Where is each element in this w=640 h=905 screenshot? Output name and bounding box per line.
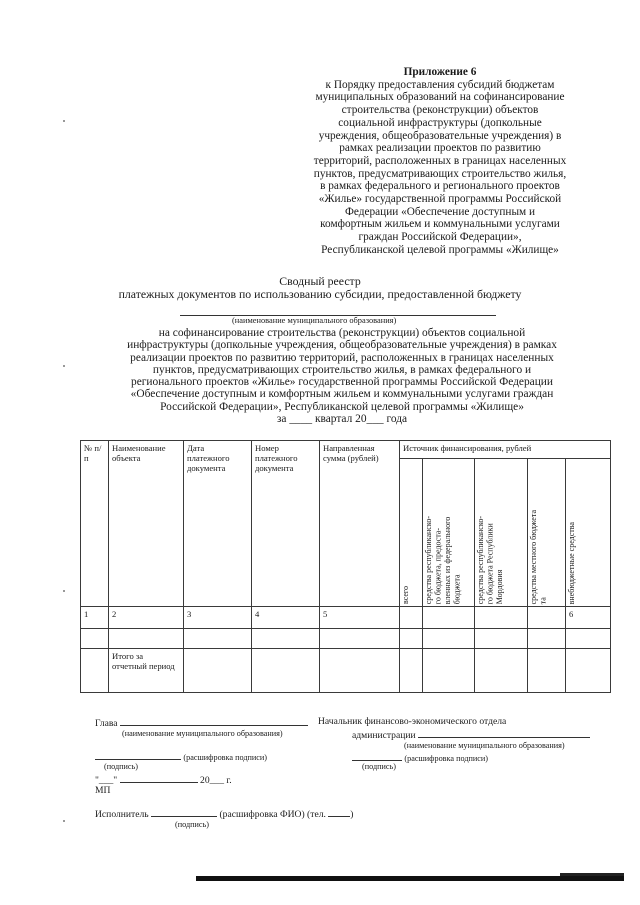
administration-signature (352, 728, 590, 741)
right-signature-hint: (подпись) (362, 762, 396, 771)
scan-speck (63, 120, 65, 122)
appendix-line: учреждения, общеобразовательные учреждения) в (318, 129, 562, 142)
number-cell (528, 607, 566, 629)
total-label: Итого за отчетный период (109, 649, 184, 693)
number-cell (400, 607, 423, 629)
head-signature (95, 716, 308, 729)
executor-fio: (расшифровка ФИО) (тел. (219, 809, 326, 820)
number-cell: 1 (81, 607, 109, 629)
header-num: № п/п (81, 441, 109, 607)
appendix-line: «Жилье» государственной программы Российской (318, 193, 562, 206)
subheader-total: всего (400, 459, 423, 607)
right-signature-blank (352, 751, 402, 761)
header-doc-number: Номер платежного документа (252, 441, 320, 607)
scan-speck (63, 820, 65, 822)
number-cell (423, 607, 475, 629)
appendix-line: социальной инфраструктуры (допкольные (338, 116, 542, 129)
appendix-line: пунктов, предусматривающих строительство жилья, (313, 167, 567, 180)
scan-speck (63, 365, 65, 367)
body-line: пунктов, предусматривающих строительство жилья, в рамках федерального и (152, 363, 532, 376)
head-label: Глава (95, 718, 118, 729)
date-suffix: 20___ г. (200, 775, 232, 786)
executor-blank (151, 807, 217, 817)
header-sum: Направленная сумма (рублей) (320, 441, 400, 607)
period-line: за ____ квартал 20___ года (276, 413, 408, 426)
scan-edge-bar (196, 876, 624, 881)
executor-signature-hint: (подпись) (175, 820, 209, 829)
header-name: Наименование объекта (109, 441, 184, 607)
subheader-federal: средства республиканско- го бюджета, предоста- вленных из федерального бюджета (423, 459, 475, 607)
total-row (81, 649, 611, 693)
body-line: инфраструктуры (допкольные учреждения, общеобразовательные учреждения) в рамках (127, 339, 557, 352)
date-blank (120, 773, 198, 783)
appendix-line: муниципальных образований на софинансирование (315, 91, 565, 104)
appendix-line: строительства (реконструкции) объектов (341, 104, 539, 117)
head-hint: (наименование муниципального образования) (122, 729, 283, 738)
administration-blank (418, 728, 590, 738)
executor-phone-blank (328, 807, 350, 817)
number-cell (475, 607, 528, 629)
appendix-line: в рамках федерального и регионального проектов (320, 180, 560, 193)
register-subtitle: платежных документов по использованию субсидии, предоставленной бюджету (118, 287, 522, 301)
administration-label: администрации (352, 730, 416, 741)
body-line: реализации проектов по развитию территорий, расположенных в границах населенных (130, 351, 554, 364)
number-cell: 5 (320, 607, 400, 629)
appendix-line: граждан Российской Федерации», (358, 231, 522, 244)
numbering-row (81, 607, 611, 629)
appendix-title: Приложение 6 (403, 66, 477, 78)
subheader-extrabudget: внебюджетные средства (566, 459, 611, 607)
number-cell: 2 (109, 607, 184, 629)
subheader-local: средства местного бюджета та (528, 459, 566, 607)
appendix-line: Республиканской целевой программы «Жилище» (321, 243, 559, 256)
register-heading (80, 275, 560, 301)
number-cell: 3 (184, 607, 252, 629)
appendix-line: территорий, расположенных в границах населенных (313, 154, 567, 167)
appendix-line: Федерации «Обеспечение доступным и (344, 205, 536, 218)
left-signature-blank (95, 750, 181, 760)
register-table (80, 440, 611, 693)
administration-hint: (наименование муниципального образования) (404, 741, 565, 750)
municipality-hint: (наименование муниципального образования) (232, 316, 397, 325)
appendix-line: комфортным жильем и коммунальными услугами (320, 218, 560, 231)
body-line: Российской Федерации», Республиканской целевой программы «Жилище» (160, 400, 524, 413)
date-line (95, 773, 232, 786)
number-cell: 6 (566, 607, 611, 629)
header-date: Дата платежного документа (184, 441, 252, 607)
subheader-republic: средства республиканско- го бюджета Республики Мордовия (475, 459, 528, 607)
number-cell: 4 (252, 607, 320, 629)
scan-edge-bar (560, 873, 624, 876)
scan-speck (63, 590, 65, 592)
date-prefix: "___" (95, 775, 118, 786)
register-body (80, 327, 604, 425)
header-source: Источник финансирования, рублей (400, 441, 611, 459)
executor-line: Исполнитель (расшифровка ФИО) (тел. ) (95, 809, 354, 820)
appendix-line: к Порядку предоставления субсидий бюджетам (325, 78, 555, 91)
left-decoding-hint: (расшифровка подписи) (183, 753, 267, 762)
appendix-block (290, 66, 590, 257)
executor-label: Исполнитель (95, 809, 149, 820)
mp-label: МП (95, 785, 111, 796)
register-title: Сводный реестр (279, 274, 361, 288)
left-signature-hint: (подпись) (104, 762, 138, 771)
table-row (81, 629, 611, 649)
body-line: регионального проектов «Жилье» государственной программы Российской Федерации (131, 376, 553, 389)
body-line: на софинансирование строительства (реконструкции) объектов социальной (158, 327, 526, 339)
head-blank (120, 716, 308, 726)
chief-label: Начальник финансово-экономического отдела (318, 716, 507, 727)
body-line: «Обеспечение доступным и комфортным жильем и коммунальными услугами граждан (130, 388, 554, 401)
right-decoding-hint: (расшифровка подписи) (404, 754, 488, 763)
appendix-line: рамках реализации проектов по развитию (339, 142, 541, 155)
